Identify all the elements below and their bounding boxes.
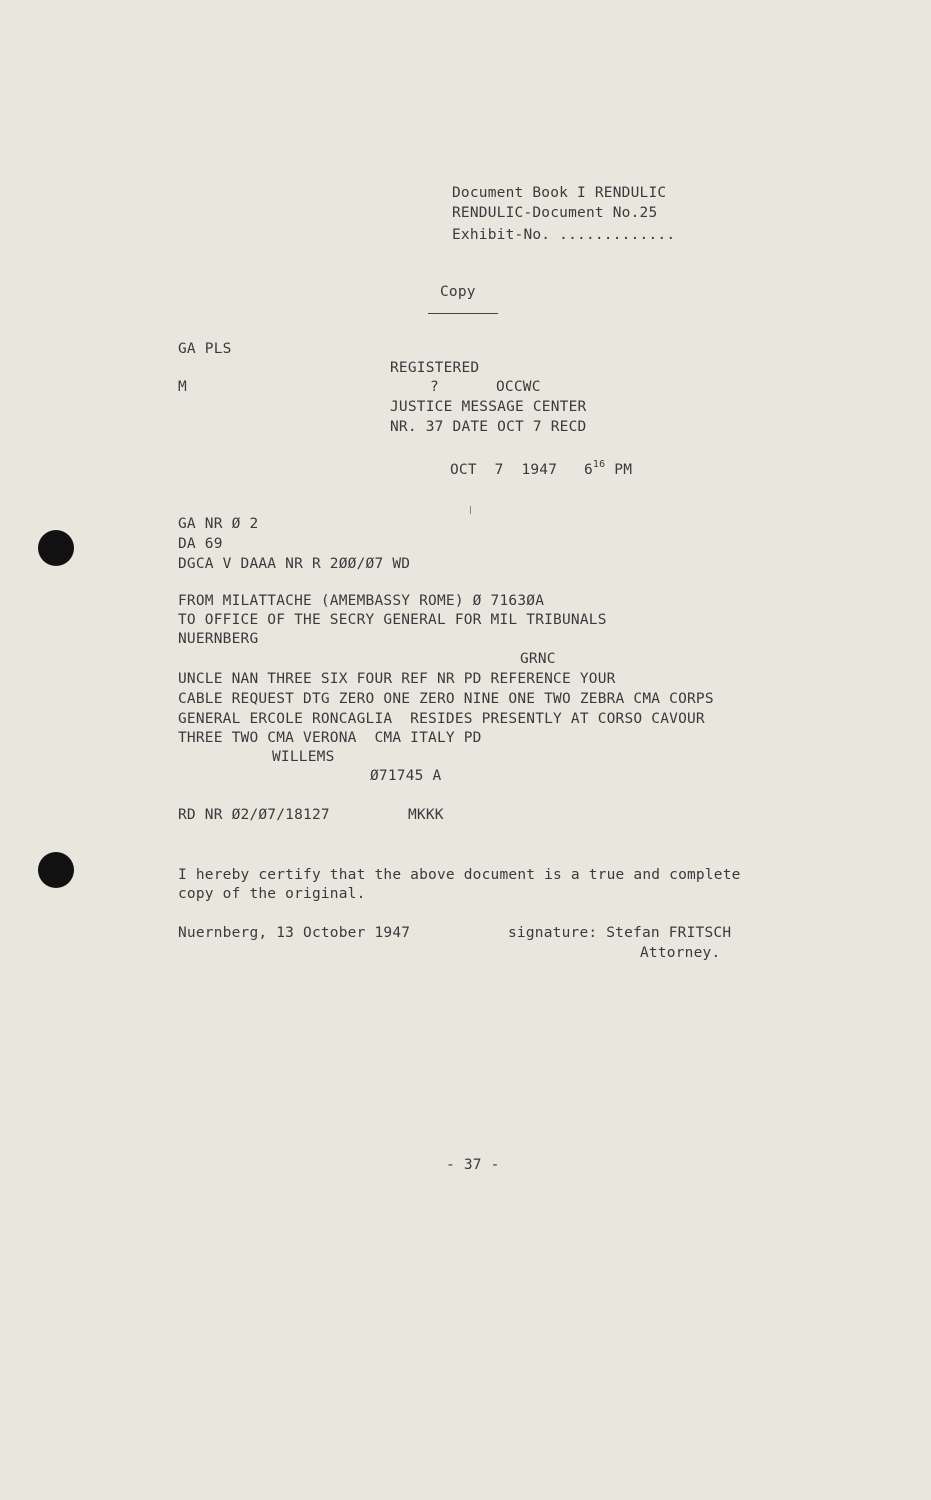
da-number: DA 69 (178, 536, 223, 552)
signature-line: signature: Stefan FRITSCH (508, 925, 732, 941)
grnc: GRNC (520, 651, 556, 667)
received-date: OCT 7 1947 6 (450, 462, 593, 478)
header-document-number: RENDULIC-Document No.25 (452, 205, 658, 221)
page-number: - 37 - (446, 1157, 500, 1173)
received-hour-sup: 16 (592, 459, 606, 470)
header-exhibit-number: Exhibit-No. ............. (452, 227, 676, 243)
from-line: FROM MILATTACHE (AMEMBASSY ROME) Ø 7163ØA (178, 593, 545, 609)
signer-title: Attorney. (640, 945, 721, 961)
copy-underline (428, 313, 498, 314)
place-and-date: Nuernberg, 13 October 1947 (178, 925, 411, 941)
nr-date-recd: NR. 37 DATE OCT 7 RECD (390, 419, 587, 435)
punch-hole-top (38, 530, 74, 566)
dgca-line: DGCA V DAAA NR R 2ØØ/Ø7 WD (178, 556, 411, 572)
rd-number: RD NR Ø2/Ø7/18127 (178, 807, 330, 823)
received-timestamp (450, 456, 632, 479)
question-mark: ? (430, 379, 439, 395)
signer-name: WILLEMS (272, 749, 335, 765)
message-body-line-3: GENERAL ERCOLE RONCAGLIA RESIDES PRESENTLY AT CORSO CAVOUR (178, 711, 705, 727)
mkkk: MKKK (408, 807, 444, 823)
occwc: OCCWC (496, 379, 541, 395)
ga-pls: GA PLS (178, 341, 232, 357)
message-body-line-4: THREE TWO CMA VERONA CMA ITALY PD (178, 730, 482, 746)
header-document-book: Document Book I RENDULIC (452, 185, 667, 201)
punch-hole-bottom (38, 852, 74, 888)
certification-line-2: copy of the original. (178, 886, 366, 902)
stray-mark (470, 506, 471, 514)
registered-stamp: REGISTERED (390, 360, 480, 376)
m-mark: M (178, 379, 187, 395)
message-body-line-1: UNCLE NAN THREE SIX FOUR REF NR PD REFERENCE YOUR (178, 671, 616, 687)
copy-label: Copy (440, 284, 476, 300)
message-body-line-2: CABLE REQUEST DTG ZERO ONE ZERO NINE ONE TWO ZEBRA CMA CORPS (178, 691, 714, 707)
certification-line-1: I hereby certify that the above document is a true and complete (178, 867, 741, 883)
ga-nr: GA NR Ø 2 (178, 516, 259, 532)
message-center: JUSTICE MESSAGE CENTER (390, 399, 587, 415)
city-line: NUERNBERG (178, 631, 259, 647)
time-group: Ø71745 A (370, 768, 442, 784)
received-pm: PM (614, 462, 633, 478)
to-line: TO OFFICE OF THE SECRY GENERAL FOR MIL TRIBUNALS (178, 612, 607, 628)
